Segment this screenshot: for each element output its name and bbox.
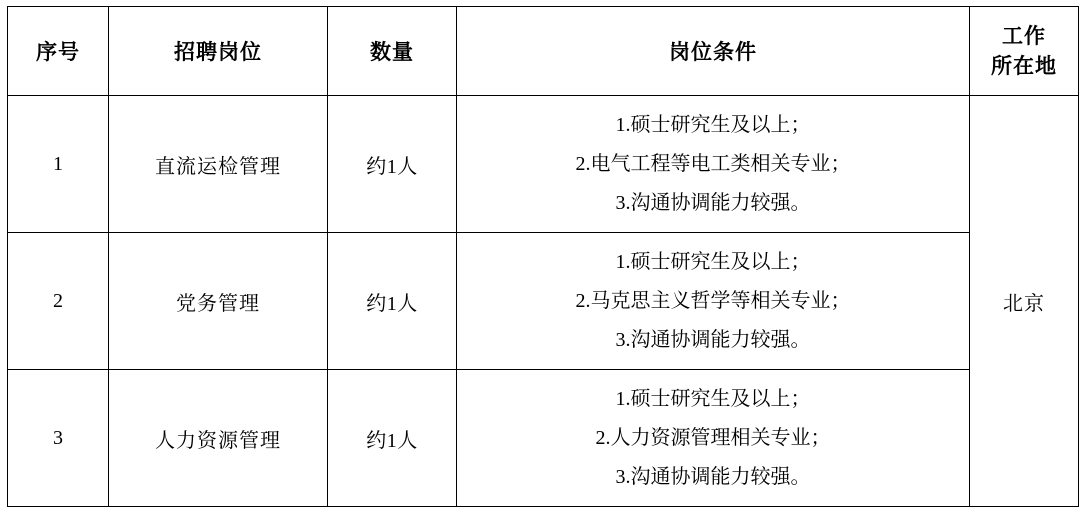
table-row xyxy=(8,233,1079,370)
condition-line: 3.沟通协调能力较强。 xyxy=(615,328,811,351)
table-header-row xyxy=(8,7,1079,96)
cell-sequence: 2 xyxy=(8,233,109,370)
cell-sequence: 3 xyxy=(8,370,109,507)
cell-conditions xyxy=(457,370,970,507)
condition-line: 3.沟通协调能力较强。 xyxy=(615,191,811,214)
column-header-location xyxy=(970,7,1079,96)
cell-count: 约1人 xyxy=(328,370,457,507)
condition-line: 1.硕士研究生及以上； xyxy=(615,387,811,410)
cell-location: 北京 xyxy=(970,96,1079,507)
table-body xyxy=(8,96,1079,507)
condition-line: 2.马克思主义哲学等相关专业； xyxy=(575,289,851,312)
column-header-conditions: 岗位条件 xyxy=(457,7,970,96)
condition-line: 1.硕士研究生及以上； xyxy=(615,250,811,273)
cell-conditions xyxy=(457,96,970,233)
condition-line: 2.人力资源管理相关专业； xyxy=(595,426,831,449)
table-row xyxy=(8,96,1079,233)
condition-line: 1.硕士研究生及以上； xyxy=(615,113,811,136)
column-header-location-line2: 所在地 xyxy=(991,54,1057,78)
column-header-post: 招聘岗位 xyxy=(109,7,328,96)
cell-sequence: 1 xyxy=(8,96,109,233)
cell-post: 直流运检管理 xyxy=(109,96,328,233)
table-row xyxy=(8,370,1079,507)
table-header xyxy=(8,7,1079,96)
column-header-sequence: 序号 xyxy=(8,7,109,96)
column-header-location-line1: 工作 xyxy=(1002,23,1046,48)
document-page xyxy=(0,6,1080,530)
cell-post: 党务管理 xyxy=(109,233,328,370)
cell-count: 约1人 xyxy=(328,233,457,370)
column-header-count: 数量 xyxy=(328,7,457,96)
recruitment-table xyxy=(7,6,1079,507)
cell-count: 约1人 xyxy=(328,96,457,233)
cell-post: 人力资源管理 xyxy=(109,370,328,507)
condition-line: 2.电气工程等电工类相关专业； xyxy=(575,152,851,175)
condition-line: 3.沟通协调能力较强。 xyxy=(615,465,811,488)
cell-conditions xyxy=(457,233,970,370)
